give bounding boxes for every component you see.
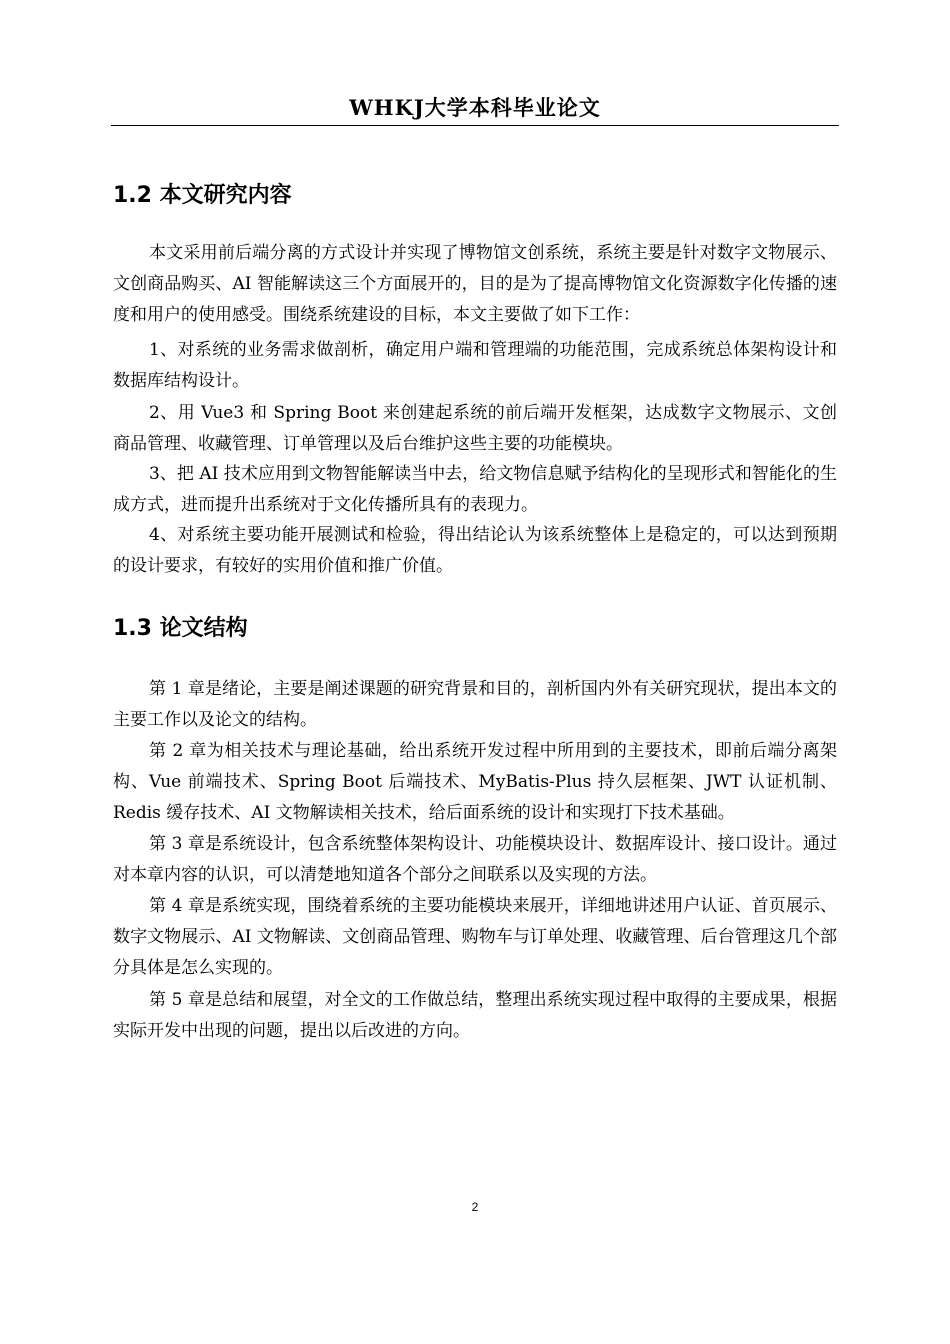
section-heading-thesis-structure: 1.3 论文结构 xyxy=(113,616,248,641)
paragraph: 第 2 章为相关技术与理论基础，给出系统开发过程中所用到的主要技术，即前后端分离架构、Vue 前端技术、Spring Boot 后端技术、MyBatis-Plus 持久层框架、JWT 认证机制、Redis 缓存技术、AI 文物解读相关技术，给后面系统的设计和实现打下技术基础。 xyxy=(113,741,837,823)
paragraph: 2、用 Vue3 和 Spring Boot 来创建起系统的前后端开发框架，达成数字文物展示、文创商品管理、收藏管理、订单管理以及后台维护这些主要的功能模块。 xyxy=(113,403,837,454)
paragraph: 第 5 章是总结和展望，对全文的工作做总结，整理出系统实现过程中取得的主要成果，根据实际开发中出现的问题，提出以后改进的方向。 xyxy=(113,990,837,1041)
paragraph: 第 4 章是系统实现，围绕着系统的主要功能模块来展开，详细地讲述用户认证、首页展示、数字文物展示、AI 文物解读、文创商品管理、购物车与订单处理、收藏管理、后台管理这几个部分具体是怎么实现的。 xyxy=(113,896,837,978)
paragraph: 4、对系统主要功能开展测试和检验，得出结论认为该系统整体上是稳定的，可以达到预期的设计要求，有较好的实用价值和推广价值。 xyxy=(113,525,837,576)
paragraph: 第 3 章是系统设计，包含系统整体架构设计、功能模块设计、数据库设计、接口设计。通过对本章内容的认识，可以清楚地知道各个部分之间联系以及实现的方法。 xyxy=(113,834,837,885)
paragraph: 第 1 章是绪论，主要是阐述课题的研究背景和目的，剖析国内外有关研究现状，提出本文的主要工作以及论文的结构。 xyxy=(113,679,837,730)
page-number: 2 xyxy=(471,1200,479,1214)
section-heading-research-content: 1.2 本文研究内容 xyxy=(113,183,292,208)
paragraph: 3、把 AI 技术应用到文物智能解读当中去，给文物信息赋予结构化的呈现形式和智能化的生成方式，进而提升出系统对于文化传播所具有的表现力。 xyxy=(113,464,837,515)
paragraph: 1、对系统的业务需求做剖析，确定用户端和管理端的功能范围，完成系统总体架构设计和数据库结构设计。 xyxy=(113,340,837,391)
paragraph: 本文采用前后端分离的方式设计并实现了博物馆文创系统，系统主要是针对数字文物展示、文创商品购买、AI 智能解读这三个方面展开的，目的是为了提高博物馆文化资源数字化传播的速度和用户的使用感受。围绕系统建设的目标，本文主要做了如下工作： xyxy=(113,243,837,325)
header-divider xyxy=(111,125,839,126)
page-header: WHKJ大学本科毕业论文 xyxy=(349,95,601,120)
